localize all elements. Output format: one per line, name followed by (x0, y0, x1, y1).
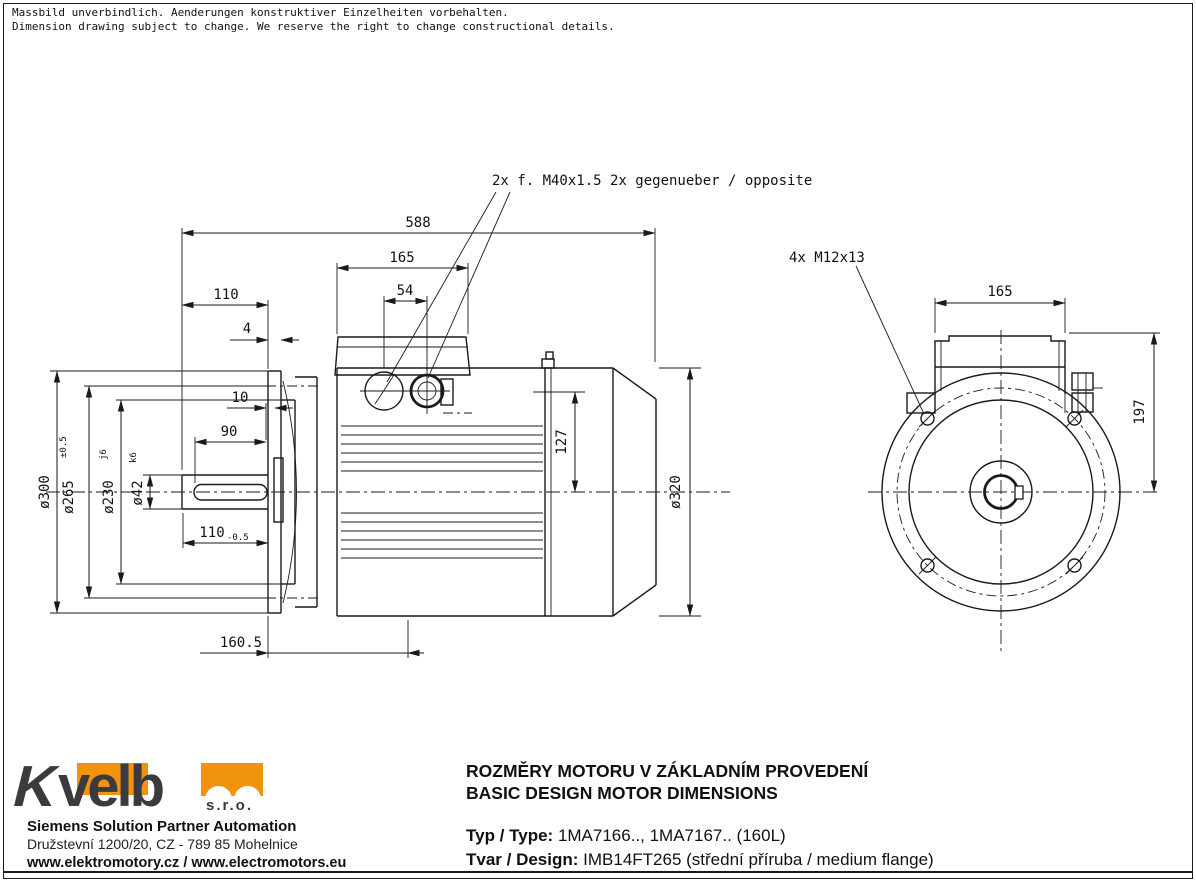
dim-center-to-top-label: 127 (554, 429, 570, 455)
gland-top (1072, 373, 1093, 390)
partner-line: Siemens Solution Partner Automation (27, 818, 297, 835)
address-line: Družstevní 1200/20, CZ - 789 85 Mohelnice (27, 836, 298, 852)
logo-suffix: s.r.o. (206, 797, 254, 814)
dim-spigot-fit: j6 (99, 449, 109, 460)
dim-center-to-box-top-label: 197 (1132, 399, 1148, 425)
disclaimer-line-de: Massbild unverbindlich. Aenderungen konstruktiver Einzelheiten vorbehalten. (12, 6, 509, 19)
dim-flange-od-label: ø300 (37, 475, 53, 509)
cowl-chamfer-top (613, 368, 656, 399)
footer-rule (3, 871, 1193, 873)
dim-bolt-circle-label: ø265 (61, 480, 77, 514)
gland-hole-slash (375, 375, 394, 404)
keyway-front (1015, 486, 1023, 499)
drawing-title-en: BASIC DESIGN MOTOR DIMENSIONS (466, 783, 778, 803)
dim-flange-offset-label: 160.5 (219, 635, 263, 651)
front-view (789, 250, 1160, 652)
dim-shaft-dia-label: ø42 (130, 480, 146, 506)
dim-shaft-extension-label: 110 (213, 287, 239, 303)
gland-bottom (1072, 393, 1093, 412)
dim-key-length-label: 90 (220, 424, 238, 440)
dim-shaft-length-label: 110 (199, 525, 225, 541)
dim-gland-spacing-label: 54 (396, 283, 414, 299)
side-view (37, 173, 812, 658)
gland-leader-2 (428, 192, 510, 378)
terminal-box-front (907, 336, 1103, 413)
terminal-box-side (335, 337, 472, 414)
dim-overall-label: 588 (405, 215, 431, 231)
lifting-eye-base (542, 359, 554, 368)
dim-bolt-circle-tol: ±0.5 (59, 436, 69, 458)
logo-letter-k: K (6, 754, 61, 819)
dim-spigot-dia-label: ø230 (101, 480, 117, 514)
design-label: Tvar / Design: (466, 850, 579, 869)
type-row (466, 824, 934, 848)
terminal-box-front-outline (935, 336, 1065, 394)
cowl-chamfer-bottom (613, 585, 656, 616)
dim-shaft-length-tol: -0.5 (227, 533, 249, 543)
m12-leader (856, 266, 924, 414)
dimensions-side (37, 215, 701, 658)
logo-wordmark: velb (58, 754, 163, 819)
lifting-eye-ring (546, 352, 553, 359)
gland-callout: 2x f. M40x1.5 2x gegenueber / opposite (492, 173, 813, 189)
dim-shaft-fit: k6 (129, 452, 139, 463)
dim-cowl-dia-label: ø320 (668, 475, 684, 509)
drawing-title-cz: ROZMĚRY MOTORU V ZÁKLADNÍM PROVEDENÍ (466, 761, 869, 781)
design-value: IMB14FT265 (střední příruba / medium flange) (578, 850, 934, 869)
dim-flange-thk-label: 4 (242, 321, 252, 337)
design-row (466, 848, 934, 872)
disclaimer-line-en: Dimension drawing subject to change. We reserve the right to change constructional details. (12, 20, 615, 33)
flange (266, 371, 322, 613)
terminal-box-outline (335, 337, 470, 375)
dim-box-width-label: 165 (389, 250, 415, 266)
dim-key-offset-label: 10 (231, 390, 249, 406)
lifting-eye (542, 352, 554, 368)
website-line: www.elektromotory.cz / www.electromotors.eu (27, 855, 347, 871)
m12-callout: 4x M12x13 (789, 250, 865, 266)
dim-box-width-front-label: 165 (987, 284, 1013, 300)
title-block (466, 760, 934, 872)
type-label: Typ / Type: (466, 826, 554, 845)
type-value: 1MA7166.., 1MA7167.. (160L) (553, 826, 786, 845)
